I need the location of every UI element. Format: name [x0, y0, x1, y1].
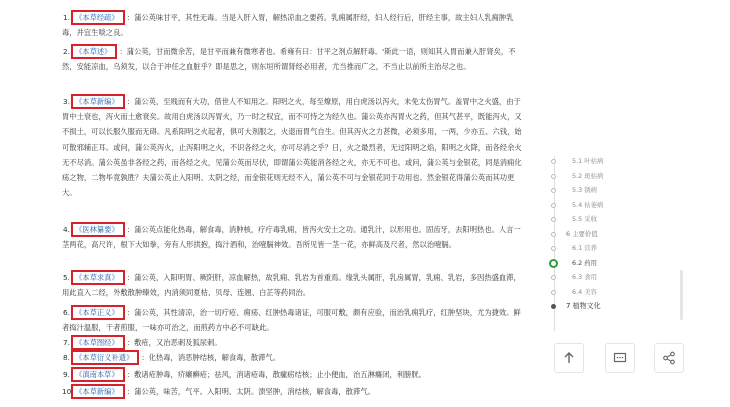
- entry-number: 9.: [63, 370, 70, 379]
- entry-number: 1.: [63, 13, 70, 22]
- toc-dot-icon: [551, 246, 556, 251]
- citation-source-link[interactable]: 《本草新编》: [71, 384, 125, 399]
- toc-dot-icon: [551, 203, 556, 208]
- citation-text: ：蒲公英，入阳明胃、厥阴肝，凉血解热，故乳痈、乳岩为首重焉。缘乳头属肝，乳房属胃，乳痈、乳岩，多因热盛血滞，用此直入二经，外敷散肿臻效，内消须同夏枯、贝母、连翘、白芷等药同治。: [62, 273, 521, 298]
- citation-entry: [62, 270, 522, 300]
- citation-entry: [62, 94, 522, 200]
- toc-dot-icon: [551, 304, 556, 309]
- toc-item[interactable]: [553, 154, 673, 169]
- citation-text: ：敷疮，又治恶刺及狐尿刺。: [126, 338, 222, 347]
- toc-dot-icon: [551, 217, 556, 222]
- toc-item-label: 5.2 斑枯病: [572, 171, 604, 180]
- citation-text: ：蒲公英，至贱而有大功，借世人不知用之。阳明之火，每至燎原，用白虎汤以泻火，未免太伤胃气。盖胃中之火盛，由于胃中土衰也，泻火而土愈衰矣。故用白虎汤以泻胃火，乃一时之权宜，而不可恃之为经久也。蒲公英亦泻胃火之药，但其气甚平，既能泻火，又不损土，可以长服久服而无碍。凡系阳明之火起者，俱可大剂服之，火退而胃气自生。但其泻火之力甚微，必须多用，一两，少亦五、六钱，始可散邪辅正耳。或问，蒲公英泻火，止泻阳明之火，不识各经之火，亦可尽消之乎？日，火之最烈者，无过阳明之焰，阳明之火降，而各经余火无不尽消。蒲公英虽非各经之药，而各经之火，见蒲公英而尽伏，即谓蒲公英能消各经之火，亦无不可也。或问，蒲公英与金银花，同是消痈化疡之物，二物毕竟孰胜？夫蒲公英止入阳明、太阴之经，而金银花则无经不入，蒲公英不可与金银花同于功用也。然金银花得蒲公英而其功更大。: [62, 97, 522, 198]
- citation-text: ：化热毒，消恶肿结核，解食毒，散滞气。: [141, 353, 281, 362]
- citation-entry: [62, 335, 522, 350]
- toc-item[interactable]: [553, 241, 673, 256]
- share-icon: [662, 351, 676, 365]
- entry-number: 4.: [63, 225, 70, 234]
- citation-entry: [62, 10, 522, 40]
- toc-item-label: 6.4 美容: [572, 287, 597, 296]
- toc-item-label: 7 植物文化: [566, 302, 601, 310]
- toc-item-label: 6.3 食用: [572, 273, 597, 281]
- citation-source-link[interactable]: 《本草经疏》: [71, 10, 125, 25]
- citation-text: ：敷诸疮肿毒，疥癞癣疮；祛风，消诸疮毒，散瘰疬结核；止小便血，治五淋癃闭，利膀胱。: [126, 370, 426, 379]
- toc-item[interactable]: [553, 169, 673, 184]
- share-button[interactable]: [654, 343, 684, 373]
- entry-number: 8.: [63, 353, 70, 362]
- toc-item[interactable]: [553, 299, 673, 314]
- entry-number: 6.: [63, 308, 70, 317]
- citation-entry: [62, 350, 522, 365]
- citation-entry: [62, 222, 522, 252]
- citation-source-link[interactable]: 《医林纂要》: [71, 222, 125, 237]
- toc-item[interactable]: [553, 198, 673, 213]
- back-to-top-button[interactable]: [554, 343, 584, 373]
- arrow-up-icon: [562, 351, 576, 365]
- citation-text: ：蒲公英，其性清凉，治一切疔疮、痈疡、红肿热毒诸证，可服可敷，颇有应验，而治乳痈乳疗，红肿坚块，尤为捷效。鲜者捣汁温服，干者煎服，一味亦可治之，而煎药方中必不可缺此。: [62, 308, 521, 333]
- citation-text: ：蒲公英，甘而微余苦，是甘平而兼有微寒者也。希雍有曰：甘平之剂点解肝毒。'斯此一语，则知其入胃而兼入肝肾矣，不然，安能凉血，乌须发，以合于冲任之血脏乎？即是思之，则东垣所谓肾经必用者，尤当推而广之，不当止以前所主治尽之也。: [62, 47, 516, 72]
- toc-dot-icon: [551, 290, 556, 295]
- citation-text: ：蒲公英点能化热毒，解食毒，消肿核，疗疔毒乳痈，皆泻火安土之功。通乳汁，以形用也。固齿牙，去阳明热也。人言一茎两花，高尺许，根下大如拳，旁有人形拱抱，捣汁酒和，治噎膈神效。吾所见皆一茎一花，亦鲜高及尺者，然以治噎膈。: [62, 225, 521, 250]
- entry-number: 10.: [62, 387, 74, 396]
- entry-number: 3.: [63, 97, 70, 106]
- entry-number: 2.: [63, 47, 70, 56]
- comment-button[interactable]: [605, 343, 635, 373]
- toc-item[interactable]: [553, 212, 673, 227]
- citation-text: ：蒲公英，味苦，气平。入阳明、太阴。溃坚肿，消结核，解食毒，散滞气。: [126, 387, 375, 396]
- table-of-contents: [553, 154, 673, 314]
- toc-item[interactable]: [553, 227, 673, 242]
- toc-item[interactable]: [553, 285, 673, 300]
- citation-text: ：蒲公英味甘平，其性无毒。当是入肝入胃，解热凉血之要药。乳痈属肝经，妇人经行后，肝经主事，故主妇人乳痈肿乳毒，并宜生啖之良。: [62, 13, 514, 38]
- toc-dot-icon: [551, 232, 556, 237]
- citation-entry: [62, 305, 522, 335]
- toc-item[interactable]: [553, 270, 673, 285]
- toc-scrollbar[interactable]: [680, 270, 683, 320]
- toc-dot-icon: [551, 275, 556, 280]
- toc-item-label: 5.3 锈病: [572, 186, 597, 194]
- toc-item-label: 6.1 营养: [572, 244, 597, 252]
- citation-source-link[interactable]: 《本草衍义补遗》: [71, 350, 139, 365]
- entry-number: 5.: [63, 273, 70, 282]
- toc-item-label: 6.2 药用: [572, 258, 597, 267]
- toc-item-label: 6 主要价值: [566, 229, 598, 238]
- entry-number: 7.: [63, 338, 70, 347]
- citation-source-link[interactable]: 《滇南本草》: [71, 367, 125, 382]
- citation-entry: [62, 384, 522, 399]
- toc-item-label: 5.5 采收: [572, 215, 597, 223]
- citation-source-link[interactable]: 《本草述》: [71, 44, 117, 59]
- toc-active-marker-icon: [549, 259, 558, 268]
- toc-dot-icon: [551, 159, 556, 164]
- toc-item[interactable]: [553, 256, 673, 271]
- toc-item-label: 5.1 叶枯病: [572, 157, 604, 165]
- citation-source-link[interactable]: 《本草求真》: [71, 270, 125, 285]
- toc-item-label: 5.4 枯萎病: [572, 200, 604, 209]
- citation-source-link[interactable]: 《本草正义》: [71, 305, 125, 320]
- citation-entry: [62, 44, 522, 74]
- toc-dot-icon: [551, 174, 556, 179]
- section-heading-partial: [68, 0, 97, 2]
- citation-source-link[interactable]: 《本草图经》: [71, 335, 125, 350]
- comment-icon: [613, 351, 627, 365]
- citation-source-link[interactable]: 《本草新编》: [71, 94, 125, 109]
- toc-item[interactable]: [553, 183, 673, 198]
- toc-dot-icon: [551, 188, 556, 193]
- citation-entry: [62, 367, 522, 382]
